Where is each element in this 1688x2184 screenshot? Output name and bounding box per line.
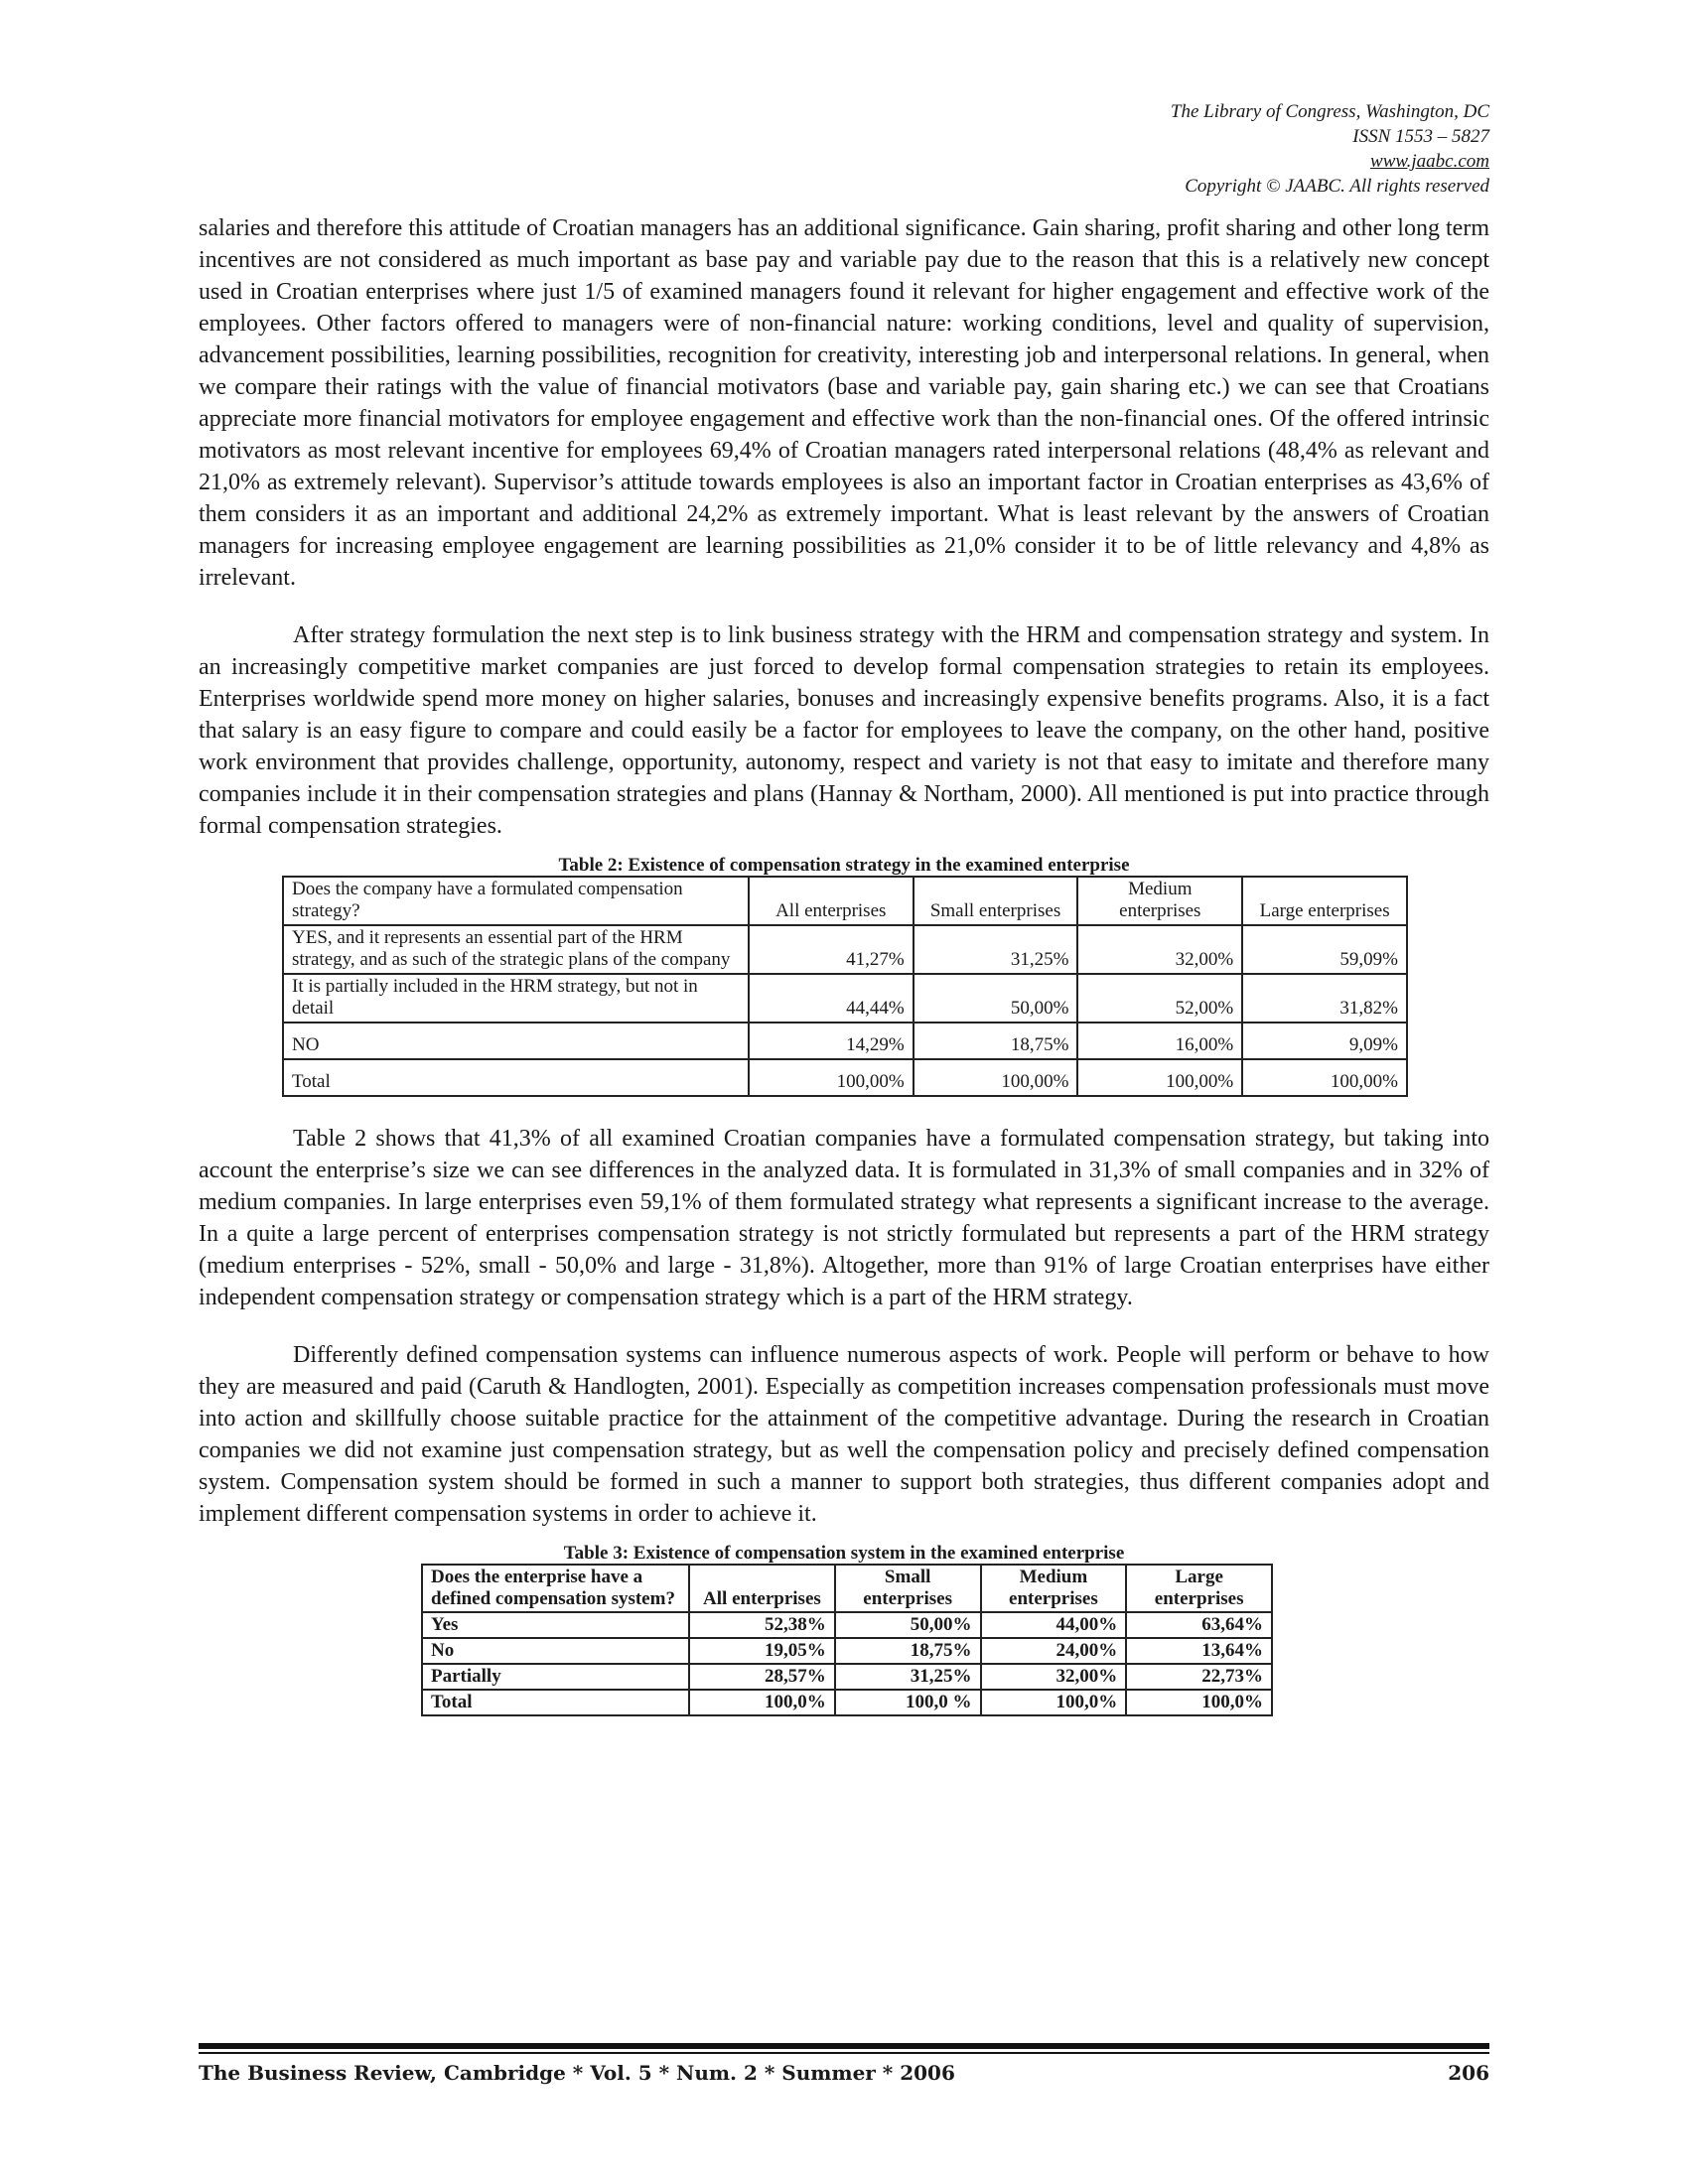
paragraph-3: Table 2 shows that 41,3% of all examined Croatian companies have a formulated compensation strategy, but taking into account the enterprise’s size we can see differences in the analyzed data. It is formulated in 31,3% of small companies and in 32% of medium companies. In large enterprises even 59,1% of them formulated strategy what represents a significant increase to the average. In a quite a large percent of enterprises compensation strategy is not strictly formulated but represents a part of the HRM strategy (medium enterprises - 52%, small - 50,0% and large - 31,8%). Altogether, more than 91% of large Croatian enterprises have either independent compensation strategy or compensation strategy which is a part of the HRM strategy. (199, 1126, 1489, 1310)
table-cell: 19,05% (689, 1638, 835, 1664)
table-cell: YES, and it represents an essential part of the HRM strategy, and as such of the strategic plans of the company (283, 925, 749, 974)
table-3-header-large: Large enterprises (1126, 1565, 1272, 1612)
table-cell: 100,0% (689, 1690, 835, 1715)
table-row (283, 974, 1407, 1023)
paragraph-1: salaries and therefore this attitude of Croatian managers has an additional significance. Gain sharing, profit sharing and other long term incentives are not considered as much important as base pay and variable pay due to the reason that this is a relatively new concept used in Croatian enterprises where just 1/5 of examined managers found it relevant for higher engagement and effective work of the employees. Other factors offered to managers were of non-financial nature: working conditions, level and quality of supervision, advancement possibilities, learning possibilities, recognition for creativity, interesting job and interpersonal relations. In general, when we compare their ratings with the value of financial motivators (base and variable pay, gain sharing etc.) we can see that Croatians appreciate more financial motivators for employee engagement and effective work than the non-financial ones. Of the offered intrinsic motivators as most relevant incentive for employees 69,4% of Croatian managers rated interpersonal relations (48,4% as relevant and 21,0% as extremely relevant). Supervisor’s attitude towards employees is also an important factor in Croatian enterprises as 43,6% of them considers it as an important and additional 24,2% as extremely important. What is least relevant by the answers of Croatian managers for increasing employee engagement are learning possibilities as 21,0% consider it to be of little relevancy and 4,8% as irrelevant. (199, 215, 1489, 591)
table-cell: 100,0 % (835, 1690, 981, 1715)
table-cell: 50,00% (914, 974, 1078, 1023)
table-cell: 100,0% (981, 1690, 1127, 1715)
table-cell: 13,64% (1126, 1638, 1272, 1664)
table-cell: 100,0% (1126, 1690, 1272, 1715)
table-cell: 32,00% (981, 1664, 1127, 1690)
table-cell: 44,44% (749, 974, 914, 1023)
table-cell: 100,00% (914, 1059, 1078, 1096)
table-cell: 18,75% (914, 1023, 1078, 1059)
table-cell: 31,25% (914, 925, 1078, 974)
table-cell: NO (283, 1023, 749, 1059)
table-3-header-medium: Medium enterprises (981, 1565, 1127, 1612)
table-row (283, 877, 1407, 925)
table-cell: 16,00% (1077, 1023, 1242, 1059)
header-library: The Library of Congress, Washington, DC (1170, 101, 1489, 122)
paragraph-4: Differently defined compensation systems can influence numerous aspects of work. People will perform or behave to how they are measured and paid (Caruth & Handlogten, 2001). Especially as competition increases compensation professionals must move into action and skillfully choose suitable practice for the attainment of the competitive advantage. During the research in Croatian companies we did not examine just compensation strategy, but as well the compensation policy and precisely defined compensation system. Compensation system should be formed in such a manner to support both strategies, thus different companies adopt and implement different compensation systems in order to achieve it. (199, 1342, 1489, 1527)
table-row (283, 925, 1407, 974)
table-cell: 100,00% (1077, 1059, 1242, 1096)
header-issn: ISSN 1553 – 5827 (1352, 126, 1489, 147)
table-cell: 24,00% (981, 1638, 1127, 1664)
table-row (422, 1664, 1272, 1690)
page-footer (199, 2061, 1489, 2085)
table-cell: Total (422, 1690, 689, 1715)
footer-divider-thin (199, 2052, 1489, 2054)
table-cell: Yes (422, 1612, 689, 1638)
table-cell: 41,27% (749, 925, 914, 974)
table-2-header-all: All enterprises (749, 877, 914, 925)
table-row (283, 1023, 1407, 1059)
table-cell: 14,29% (749, 1023, 914, 1059)
table-2-header-small: Small enterprises (914, 877, 1078, 925)
table-3 (421, 1564, 1273, 1716)
table-row (422, 1612, 1272, 1638)
table-2-header-question: Does the company have a formulated compensation strategy? (283, 877, 749, 925)
table-row (283, 1059, 1407, 1096)
paragraph-2: After strategy formulation the next step is to link business strategy with the HRM and compensation strategy and system. In an increasingly competitive market companies are just forced to develop formal compensation strategies to retain its employees. Enterprises worldwide spend more money on higher salaries, bonuses and increasingly expensive benefits programs. Also, it is a fact that salary is an easy figure to compare and could easily be a factor for employees to leave the company, on the other hand, positive work environment that provides challenge, opportunity, autonomy, respect and variety is not that easy to imitate and therefore many companies include it in their compensation strategies and plans (Hannay & Northam, 2000). All mentioned is put into practice through formal compensation strategies. (199, 622, 1489, 839)
table-3-header-question: Does the enterprise have a defined compensation system? (422, 1565, 689, 1612)
footer-divider-thick (199, 2043, 1489, 2049)
table-cell: 18,75% (835, 1638, 981, 1664)
table-cell: Partially (422, 1664, 689, 1690)
table-row (422, 1565, 1272, 1612)
table-cell: 22,73% (1126, 1664, 1272, 1690)
table-3-header-all: All enterprises (689, 1565, 835, 1612)
table-row (422, 1638, 1272, 1664)
table-cell: 100,00% (1242, 1059, 1407, 1096)
table-3-caption: Table 3: Existence of compensation system in the examined enterprise (563, 1543, 1125, 1564)
footer-journal-citation: The Business Review, Cambridge * Vol. 5 * Num. 2 * Summer * 2006 (199, 2061, 955, 2085)
table-3-header-small: Small enterprises (835, 1565, 981, 1612)
table-2-header-large: Large enterprises (1242, 877, 1407, 925)
table-row (422, 1690, 1272, 1715)
table-cell: Total (283, 1059, 749, 1096)
table-cell: 31,82% (1242, 974, 1407, 1023)
table-cell: 44,00% (981, 1612, 1127, 1638)
table-cell: 63,64% (1126, 1612, 1272, 1638)
page-number: 206 (1448, 2061, 1489, 2085)
table-cell: 9,09% (1242, 1023, 1407, 1059)
table-2-caption: Table 2: Existence of compensation strategy in the examined enterprise (558, 855, 1130, 876)
table-cell: 59,09% (1242, 925, 1407, 974)
table-2 (282, 876, 1408, 1097)
table-cell: No (422, 1638, 689, 1664)
table-cell: 31,25% (835, 1664, 981, 1690)
table-cell: 52,38% (689, 1612, 835, 1638)
table-cell: 28,57% (689, 1664, 835, 1690)
table-cell: 100,00% (749, 1059, 914, 1096)
table-2-header-medium: Medium enterprises (1077, 877, 1242, 925)
table-cell: It is partially included in the HRM strategy, but not in detail (283, 974, 749, 1023)
table-cell: 52,00% (1077, 974, 1242, 1023)
page-header (1171, 99, 1489, 199)
table-cell: 32,00% (1077, 925, 1242, 974)
header-copyright: Copyright © JAABC. All rights reserved (1185, 176, 1489, 197)
table-cell: 50,00% (835, 1612, 981, 1638)
header-website-link[interactable]: www.jaabc.com (1370, 151, 1489, 172)
article-body (199, 212, 1489, 1716)
